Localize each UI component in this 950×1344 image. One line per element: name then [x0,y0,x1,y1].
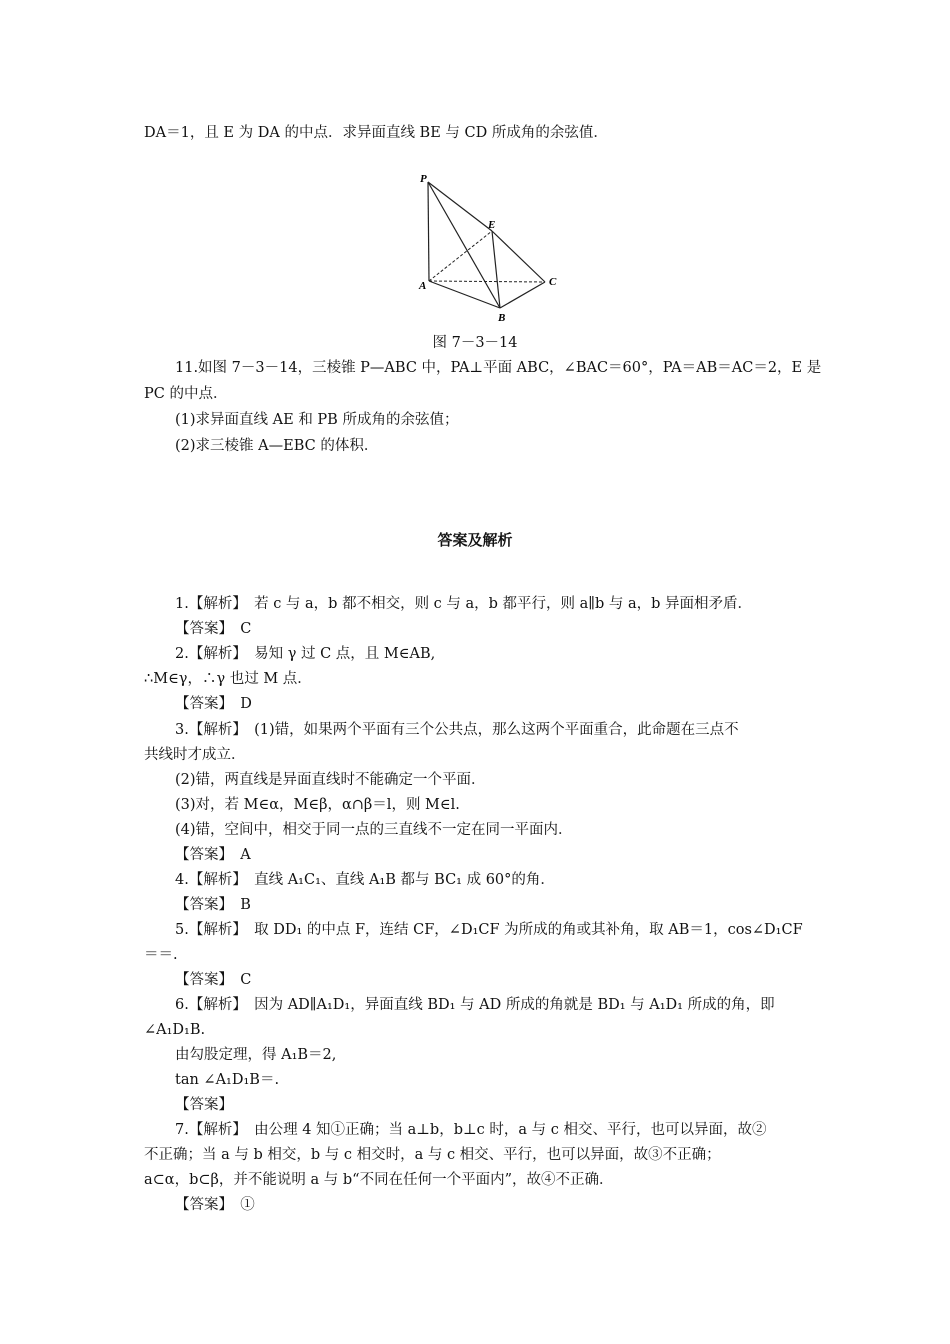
figure-caption: 图 7－3－14 [432,335,518,351]
answer-line: a⊂α，b⊂β，并不能说明 a 与 b“不同在任何一个平面内”，故④不正确． [144,1172,614,1188]
problem-11-line1: 11.如图 7－3－14，三棱锥 P—ABC 中，PA⊥平面 ABC，∠BAC＝60°，PA＝AB＝AC＝2，E 是 [175,360,822,376]
answer-line: 【答案】 C [175,972,252,988]
edge-PE [428,182,492,231]
answers-heading: 答案及解析 [437,531,513,549]
problem-11-part1: (1)求异面直线 AE 和 PB 所成角的余弦值； [175,412,459,428]
answer-line: 【答案】 B [175,897,251,913]
label-P: P [420,173,427,185]
answer-line: 4.【解析】 直线 A₁C₁、直线 A₁B 都与 BC₁ 成 60°的角． [175,872,555,888]
answer-line: 6.【解析】 因为 AD∥A₁D₁，异面直线 BD₁ 与 AD 所成的角就是 BD₁ 与 A₁D₁ 所成的角，即 [175,997,775,1013]
answer-line: (4)错，空间中，相交于同一点的三直线不一定在同一平面内． [175,822,573,838]
answer-line: 【答案】 A [175,847,251,863]
answer-line: 5.【解析】 取 DD₁ 的中点 F，连结 CF，∠D₁CF 为所成的角或其补角，取 AB＝1，cos∠D₁CF [175,922,803,938]
answer-line: 【答案】 D [175,696,252,712]
edge-AB [429,281,500,308]
answer-line: (2)错，两直线是异面直线时不能确定一个平面． [175,772,486,788]
answer-line: 7.【解析】 由公理 4 知①正确；当 a⊥b，b⊥c 时，a 与 c 相交、平行，也可以异面，故② [175,1122,767,1138]
problem-11-part2: (2)求三棱锥 A—EBC 的体积． [175,438,379,454]
answer-line: 共线时才成立． [144,747,246,763]
label-B: B [498,312,506,324]
pyramid-figure [412,170,562,325]
problem-11-line2: PC 的中点． [144,386,228,402]
answer-line: 1.【解析】 若 c 与 a，b 都不相交，则 c 与 a，b 都平行，则 a∥b 与 a，b 异面相矛盾． [175,596,753,612]
problem-10-tail: DA＝1，且 E 为 DA 的中点．求异面直线 BE 与 CD 所成角的余弦值． [144,125,608,141]
edge-BC [500,282,545,308]
edge-EC [492,231,545,282]
answer-line: (3)对，若 M∈α，M∈β，α∩β＝l，则 M∈l. [175,797,460,813]
answer-line: 不正确；当 a 与 b 相交，b 与 c 相交时，a 与 c 相交、平行，也可以异面，故③不正确； [144,1147,721,1163]
answer-line: 2.【解析】 易知 γ 过 C 点，且 M∈AB, [175,646,436,662]
label-C: C [549,276,557,288]
answer-line: ∠A₁D₁B. [144,1022,206,1038]
label-A: A [419,280,427,292]
answer-line: 3.【解析】 (1)错，如果两个平面有三个公共点，那么这两个平面重合，此命题在三点不 [175,722,739,738]
answer-line: ∴M∈γ，∴γ 也过 M 点． [144,671,312,687]
answer-line: ＝＝. [144,947,178,963]
edge-PA [428,182,429,281]
answer-line: 【答案】 C [175,621,252,637]
label-E: E [488,219,496,231]
answer-line: 由勾股定理，得 A₁B＝2, [175,1047,337,1063]
answer-line: 【答案】 [175,1097,233,1113]
edge-AC-hidden [429,281,545,282]
edge-PB [428,182,500,308]
answer-line: tan ∠A₁D₁B＝. [175,1072,280,1088]
answer-line: 【答案】 ① [175,1197,255,1213]
